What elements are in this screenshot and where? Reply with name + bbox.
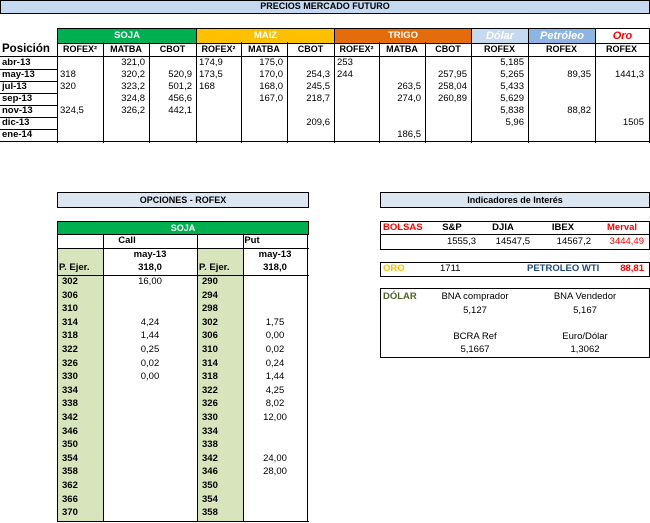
futures-col-header: ROFEX² <box>62 44 97 54</box>
put-premium: 0,00 <box>265 330 285 342</box>
options-crop-label: SOJA <box>170 223 196 233</box>
put-strike: 310 <box>202 344 218 355</box>
put-strike: 350 <box>202 480 218 491</box>
futures-cell: 501,2 <box>168 81 192 92</box>
call-strike: 342 <box>62 412 78 423</box>
oro-header <box>595 28 650 44</box>
grid-line <box>243 234 244 521</box>
put-strike: 322 <box>202 384 218 396</box>
call-premium: 4,24 <box>140 316 160 328</box>
futures-cell: 5,838 <box>500 105 524 116</box>
put-strike: 298 <box>202 303 218 315</box>
djia-label: DJIA <box>492 222 514 233</box>
futures-cell: 5,629 <box>500 93 524 104</box>
petroleo-header <box>528 28 596 44</box>
futures-cell: 5,433 <box>500 81 524 92</box>
futures-row-position: nov-13 <box>2 105 33 116</box>
trigo-header-label: TRIGO <box>387 30 419 41</box>
futures-row-position: jul-13 <box>2 81 27 92</box>
call-strike: 350 <box>62 439 78 451</box>
futures-col-header: ROFEX <box>483 44 515 54</box>
put-label: Put <box>244 235 260 246</box>
put-strike: 354 <box>202 493 218 505</box>
put-strike: 358 <box>202 507 218 519</box>
call-strike: 366 <box>62 493 78 505</box>
oro-header-label: Oro <box>612 30 633 42</box>
eurodolar-label: Euro/Dólar <box>562 331 608 342</box>
grid-line <box>57 234 58 521</box>
futures-title: PRECIOS MERCADO FUTURO <box>260 1 390 11</box>
futures-col-header: CBOT <box>297 44 324 54</box>
futures-cell: 442,1 <box>168 105 192 116</box>
bna-vendedor-value: 5,167 <box>573 305 597 316</box>
futures-cell: 253 <box>337 57 353 68</box>
futures-col-header: ROFEX² <box>339 44 374 54</box>
futures-cell: 174,9 <box>199 57 223 68</box>
call-strike: 330 <box>62 371 78 383</box>
futures-col-header: ROFEX <box>545 44 577 54</box>
call-month: may-13 <box>133 249 167 260</box>
futures-cell: 257,95 <box>437 69 467 80</box>
call-strike: 302 <box>62 276 78 287</box>
put-strike: 294 <box>202 289 218 301</box>
put-premium: 12,00 <box>263 412 287 423</box>
merval-value: 3444,49 <box>609 236 644 247</box>
options-title-bar <box>57 192 309 208</box>
call-price: 318,0 <box>138 262 162 273</box>
futures-cell: 244 <box>337 69 353 80</box>
bcra-label: BCRA Ref <box>453 331 497 342</box>
call-premium: 1,44 <box>140 330 160 342</box>
options-title: OPCIONES - ROFEX <box>139 195 227 205</box>
bna-vendedor-label: BNA Vendedor <box>553 291 617 302</box>
futures-cell: 323,2 <box>121 81 145 92</box>
futures-col-header: MATBA <box>110 44 142 54</box>
put-premium: 0,02 <box>265 344 285 355</box>
call-strike: 318 <box>62 330 78 342</box>
put-strike: 346 <box>202 466 218 478</box>
futures-cell: 170,0 <box>259 69 283 80</box>
put-strike: 338 <box>202 439 218 451</box>
petroleo-header-label: Petróleo <box>539 30 584 42</box>
call-strike: 370 <box>62 507 78 519</box>
call-premium: 16,00 <box>138 276 162 287</box>
petroleo-label: PETROLEO WTI <box>527 263 600 274</box>
futures-cell: 258,04 <box>437 81 467 92</box>
put-strike: 342 <box>202 452 218 464</box>
put-strike: 302 <box>202 316 218 328</box>
futures-cell: 167,0 <box>259 93 283 104</box>
put-premium: 0,24 <box>265 357 285 369</box>
petroleo-value: 88,81 <box>620 263 644 274</box>
put-strike: 290 <box>202 276 218 287</box>
oro-value: 1711 <box>440 263 461 274</box>
futures-cell: 89,35 <box>567 69 591 80</box>
maiz-header-label: MAIZ <box>253 30 278 41</box>
futures-cell: 5,96 <box>505 117 524 128</box>
bcra-value: 5,1667 <box>460 344 490 355</box>
bna-comprador-value: 5,127 <box>463 305 487 316</box>
futures-cell: 168,0 <box>259 81 283 92</box>
put-strike: 314 <box>202 357 218 369</box>
call-strike: 334 <box>62 384 78 396</box>
futures-row-position: ene-14 <box>2 129 33 140</box>
futures-col-header: MATBA <box>248 44 280 54</box>
futures-cell: 245,5 <box>306 81 330 92</box>
futures-col-header: MATBA <box>386 44 418 54</box>
soja-header <box>57 28 197 44</box>
futures-col-header: ROFEX <box>605 44 637 54</box>
futures-row-position: dic-13 <box>2 117 30 128</box>
futures-cell: 168 <box>199 81 215 92</box>
futures-cell: 1505 <box>622 117 644 128</box>
call-premium: 0,25 <box>140 344 160 355</box>
futures-cell: 318 <box>60 69 76 80</box>
oro-label: ORO <box>383 263 405 274</box>
sp-label: S&P <box>442 222 462 233</box>
futures-cell: 263,5 <box>397 81 421 92</box>
trigo-header <box>334 28 472 44</box>
dolar-header <box>471 28 529 44</box>
put-premium: 8,02 <box>265 398 285 410</box>
soja-header-label: SOJA <box>114 30 140 41</box>
call-strike: 354 <box>62 452 78 464</box>
call-label: Call <box>118 235 136 246</box>
eurodolar-value: 1,3062 <box>570 344 600 355</box>
grid-line <box>0 56 650 57</box>
futures-cell: 326,2 <box>121 105 145 116</box>
futures-cell: 5,185 <box>500 57 524 68</box>
put-strike: 334 <box>202 425 218 437</box>
put-premium: 1,75 <box>265 316 285 328</box>
sp-value: 1555,3 <box>446 236 476 247</box>
futures-cell: 1441,3 <box>614 69 644 80</box>
futures-cell: 186,5 <box>397 129 421 140</box>
futures-cell: 260,89 <box>437 93 467 104</box>
futures-cell: 320 <box>60 81 76 92</box>
put-strike: 318 <box>202 371 218 383</box>
grid-line <box>197 234 198 521</box>
futures-cell: 324,8 <box>121 93 145 104</box>
put-price: 318,0 <box>263 262 287 273</box>
put-premium: 24,00 <box>263 452 287 464</box>
call-strike-label: P. Ejer. <box>59 262 90 273</box>
dolar-header-label: Dólar <box>485 30 515 42</box>
futures-cell: 320,2 <box>121 69 145 80</box>
call-strike: 326 <box>62 357 78 369</box>
put-month: may-13 <box>258 249 292 260</box>
call-strike: 338 <box>62 398 78 410</box>
indicators-title-bar <box>380 192 650 208</box>
bna-comprador-label: BNA comprador <box>441 291 509 302</box>
grid-line <box>0 141 650 142</box>
put-strike: 326 <box>202 398 218 410</box>
futures-cell: 209,6 <box>306 117 330 128</box>
futures-title-bar <box>0 0 650 14</box>
call-strike: 310 <box>62 303 78 315</box>
grid-line <box>103 234 104 521</box>
futures-col-header: CBOT <box>159 44 186 54</box>
put-strike: 306 <box>202 330 218 342</box>
djia-value: 14547,5 <box>495 236 530 247</box>
ibex-label: IBEX <box>551 222 575 233</box>
merval-label: Merval <box>606 222 638 233</box>
call-premium: 0,00 <box>140 371 160 383</box>
grid-line <box>307 234 308 521</box>
indicators-title: Indicadores de Interés <box>467 195 563 205</box>
put-strike: 330 <box>202 412 218 423</box>
ibex-value: 14567,2 <box>556 236 591 247</box>
futures-cell: 5,265 <box>500 69 524 80</box>
put-premium: 4,25 <box>265 384 285 396</box>
futures-row-position: sep-13 <box>2 93 33 104</box>
dolar-label: DÓLAR <box>383 291 417 302</box>
posicion-label: Posición <box>2 43 50 55</box>
futures-cell: 520,9 <box>168 69 192 80</box>
grid-line <box>57 521 309 522</box>
futures-row-position: abr-13 <box>2 57 31 68</box>
futures-col-header: CBOT <box>435 44 461 54</box>
futures-cell: 88,82 <box>567 105 591 116</box>
grid-line <box>528 42 529 143</box>
futures-cell: 173,5 <box>199 69 223 80</box>
options-crop-bar <box>57 221 309 235</box>
call-strike: 314 <box>62 316 78 328</box>
put-strike-label: P. Ejer. <box>199 262 230 273</box>
call-strike: 346 <box>62 425 78 437</box>
futures-cell: 321,0 <box>121 57 145 68</box>
futures-row-position: may-13 <box>2 69 35 80</box>
call-strike: 306 <box>62 289 78 301</box>
futures-cell: 254,3 <box>306 69 330 80</box>
put-premium: 1,44 <box>265 371 285 383</box>
futures-cell: 175,0 <box>259 57 283 68</box>
call-strike: 358 <box>62 466 78 478</box>
bolsas-label: BOLSAS <box>383 222 423 233</box>
maiz-header <box>196 28 335 44</box>
futures-cell: 456,6 <box>168 93 192 104</box>
futures-cell: 324,5 <box>60 105 84 116</box>
futures-cell: 274,0 <box>397 93 421 104</box>
call-premium: 0,02 <box>140 357 160 369</box>
call-strike: 322 <box>62 344 78 355</box>
put-premium: 28,00 <box>263 466 287 478</box>
futures-cell: 218,7 <box>306 93 330 104</box>
call-strike: 362 <box>62 480 78 491</box>
futures-col-header: ROFEX² <box>201 44 236 54</box>
